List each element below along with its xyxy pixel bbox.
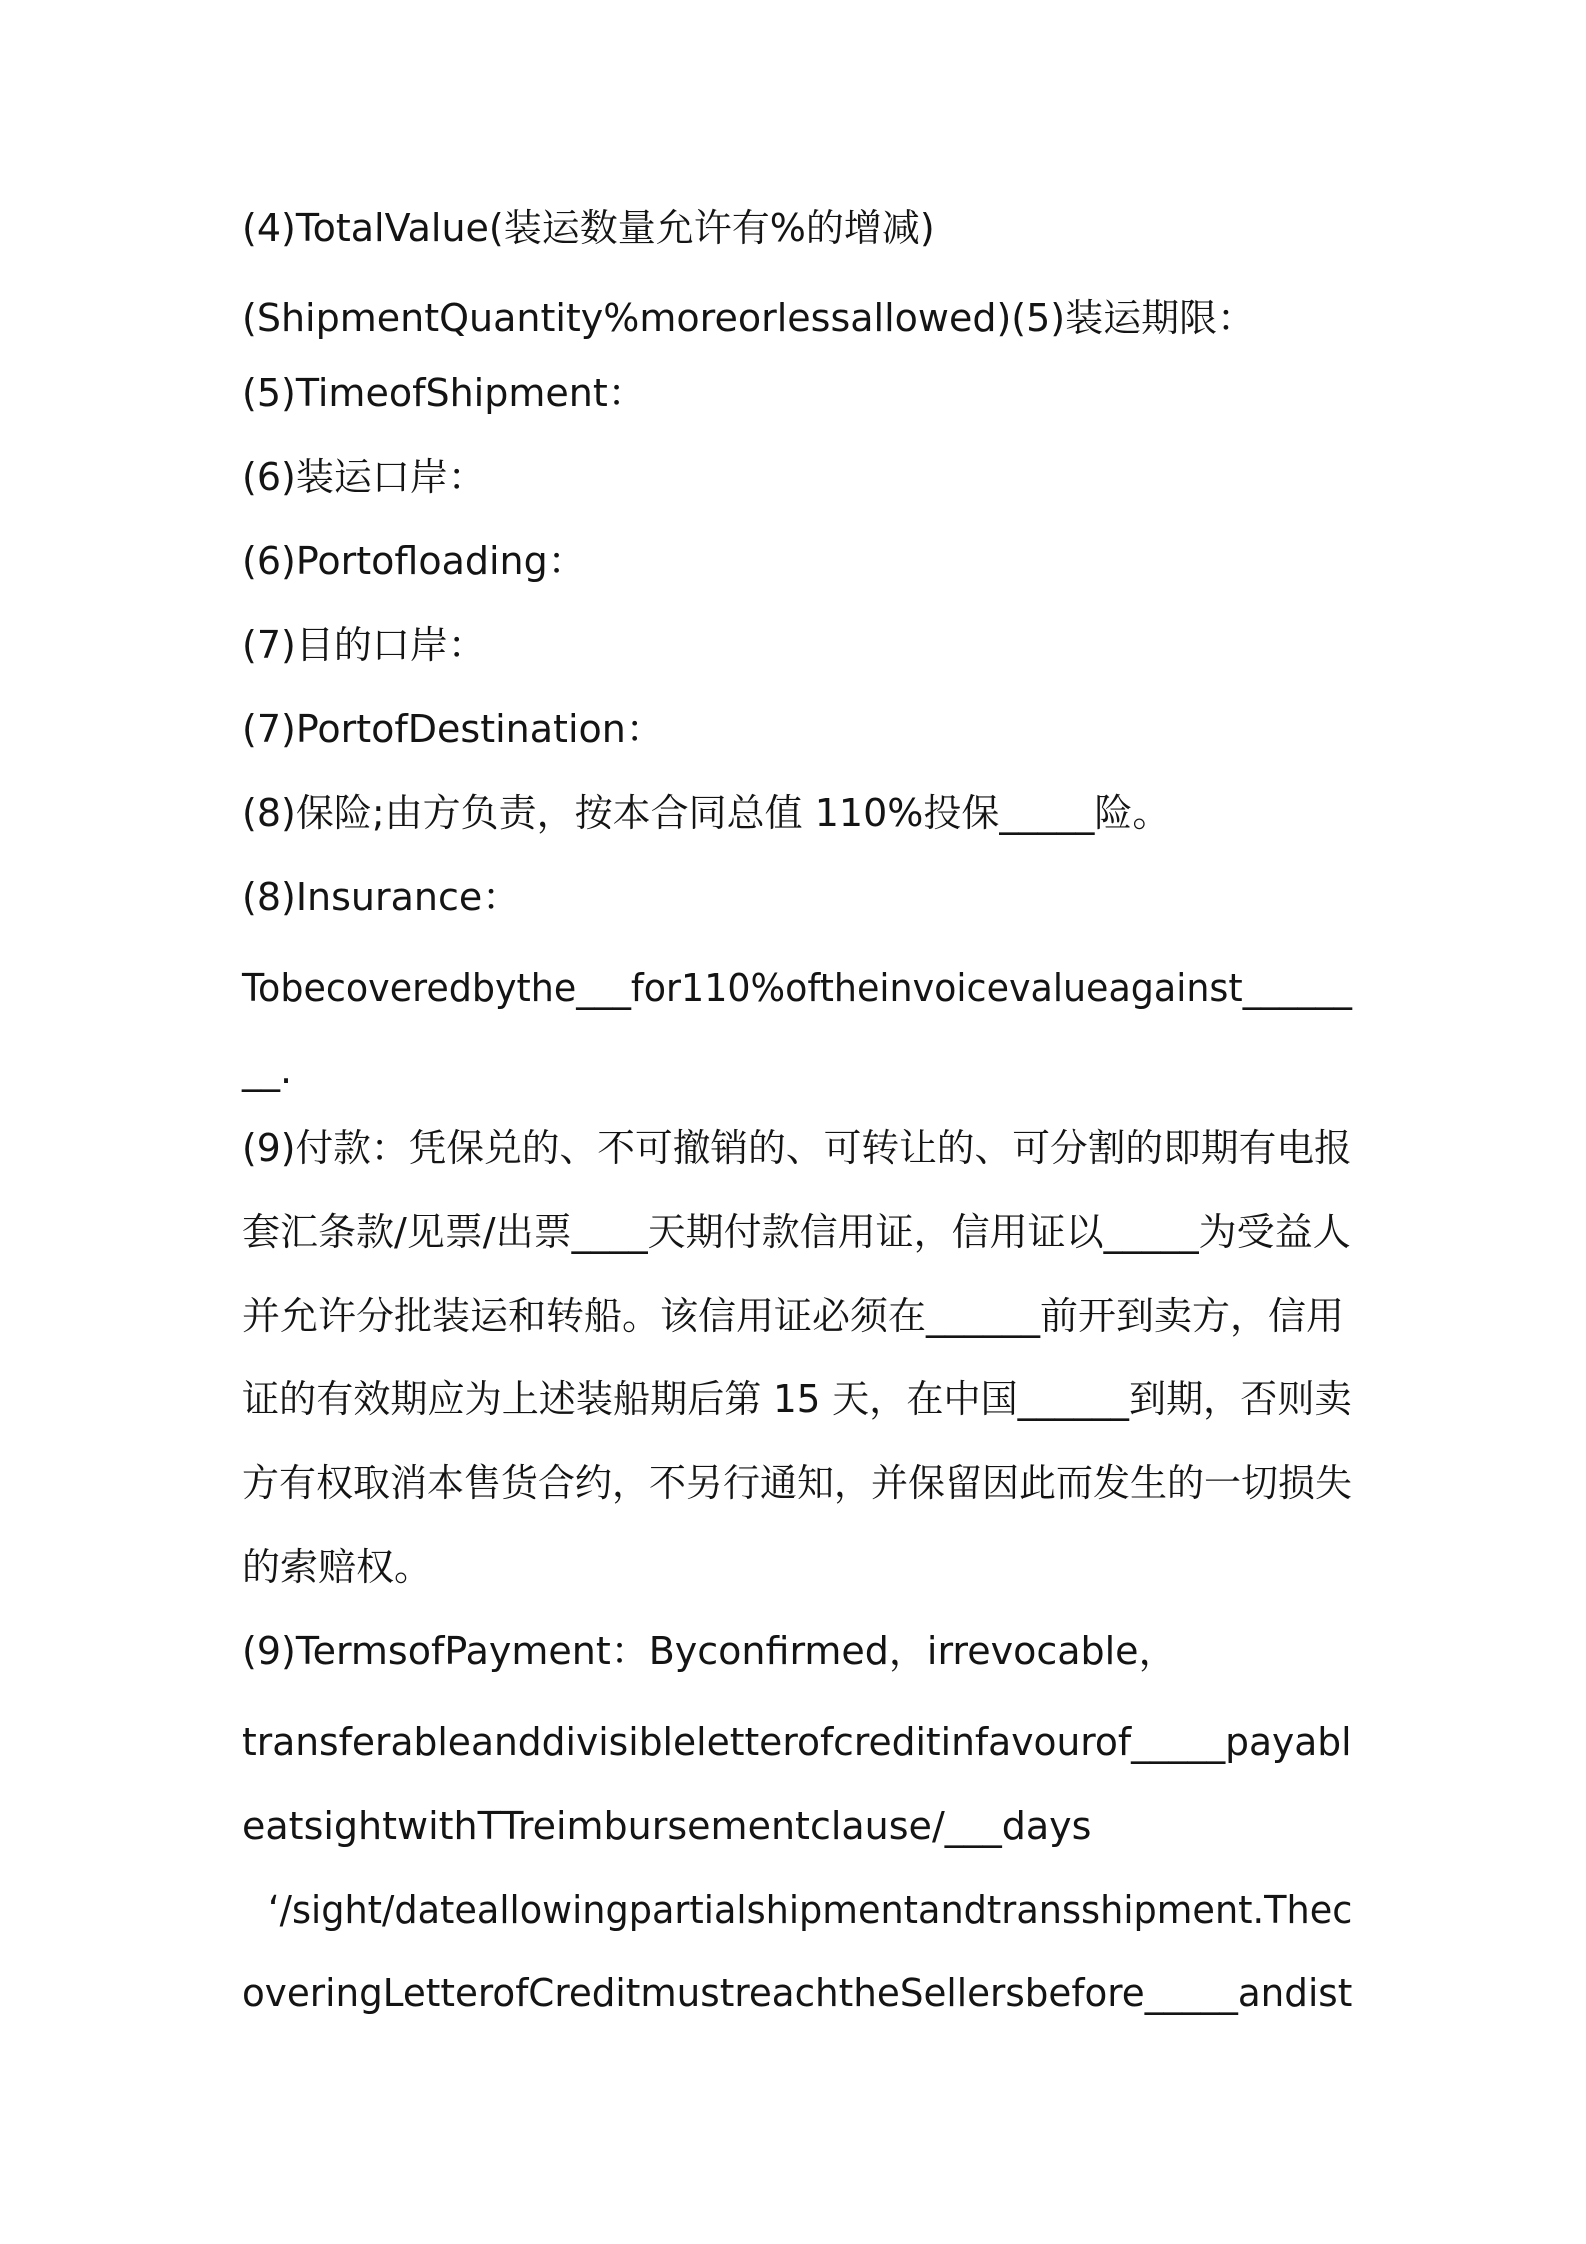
text-line-terms-of-payment-3: eatsightwithTTreimbursementclause/___days [242, 1804, 1092, 1848]
text-line-port-of-loading-cn: (6)装运口岸： [242, 455, 486, 499]
text-line-port-of-destination: (7)PortofDestination： [242, 707, 664, 751]
text-line-insurance-cn: (8)保险;由方负责，按本合同总值 110%投保_____险。 [242, 791, 1171, 835]
text-line-payment-cn-6: 的索赔权。 [242, 1545, 433, 1589]
text-line-payment-cn-2: 套汇条款/见票/出票____天期付款信用证，信用证以_____为受益人 [242, 1210, 1351, 1254]
text-line-destination-cn: (7)目的口岸： [242, 623, 486, 667]
text-line-payment-cn-5: 方有权取消本售货合约，不另行通知，并保留因此而发生的一切损失 [242, 1461, 1353, 1505]
text-line-insurance-terms-cont: __. [242, 1048, 293, 1092]
text-line-time-of-shipment: (5)TimeofShipment： [242, 371, 646, 415]
text-line-payment-cn-4: 证的有效期应为上述装船期后第 15 天，在中国______到期，否则卖 [242, 1377, 1352, 1421]
text-line-payment-cn-1: (9)付款：凭保兑的、不可撤销的、可转让的、可分割的即期有电报 [242, 1126, 1352, 1170]
text-line-shipment-quantity: (ShipmentQuantity%moreorlessallowed)(5)装运期限： [242, 296, 1256, 340]
text-line-terms-of-payment: (9)TermsofPayment：Byconfirmed，irrevocable， [242, 1629, 1177, 1673]
text-line-total-value-cn: (4)TotalValue(装运数量允许有%的增减) [242, 206, 935, 250]
text-line-terms-of-payment-2: transferableanddivisibleletterofcreditinfavourof_____payabl [242, 1720, 1352, 1764]
text-line-terms-of-payment-5: overingLetterofCreditmustreachtheSellersbefore_____andist [242, 1971, 1353, 2015]
text-line-insurance: (8)Insurance： [242, 875, 521, 919]
text-line-payment-cn-3: 并允许分批装运和转船。该信用证必须在______前开到卖方，信用 [242, 1294, 1345, 1338]
text-line-port-of-loading: (6)Portofloading： [242, 539, 586, 583]
text-line-terms-of-payment-4: ‘/sight/dateallowingpartialshipmentandtransshipment.Thec [268, 1888, 1353, 1932]
text-line-insurance-terms: Tobecoveredbythe___for110%oftheinvoicevalueagainst______ [242, 966, 1352, 1010]
